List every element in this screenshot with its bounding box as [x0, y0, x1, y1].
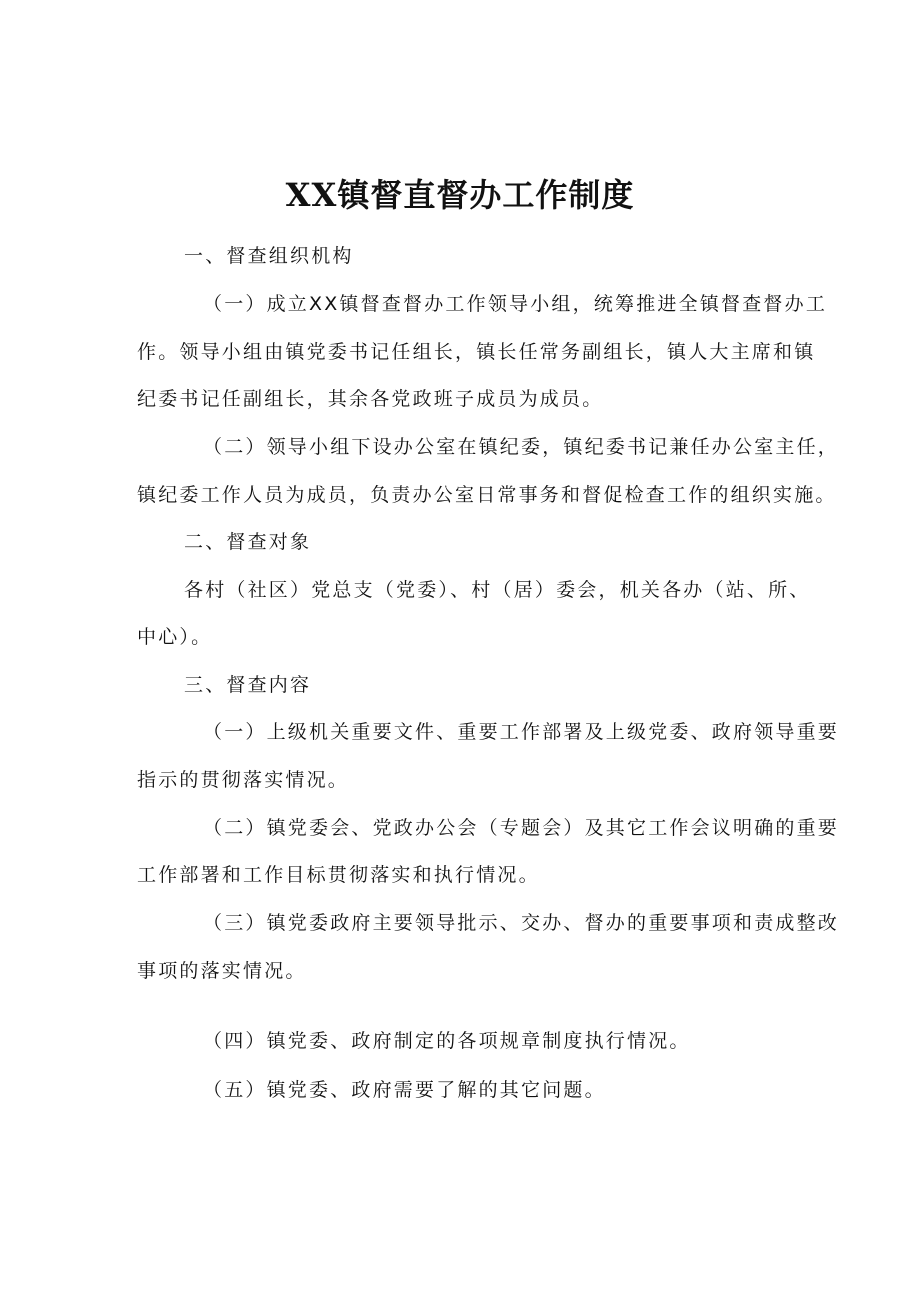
document-title: XX镇督直督办工作制度	[285, 176, 635, 214]
paragraph-line: 作。领导小组由镇党委书记任组长，镇长任常务副组长，镇人大主席和镇	[137, 341, 816, 363]
paragraph-line: （一）上级机关重要文件、重要工作部署及上级党委、政府领导重要	[203, 721, 840, 743]
paragraph-line: （四）镇党委、政府制定的各项规章制度执行情况。	[203, 1030, 691, 1052]
paragraph-line: 镇纪委工作人员为成员，负责办公室日常事务和督促检查工作的组织实施。	[137, 484, 837, 506]
paragraph-line: 事项的落实情况。	[137, 960, 307, 982]
paragraph-line: （三）镇党委政府主要领导批示、交办、督办的重要事项和责成整改	[203, 912, 840, 934]
paragraph-line: （二）镇党委会、党政办公会（专题会）及其它工作会议明确的重要	[203, 817, 840, 839]
paragraph-line: 指示的贯彻落实情况。	[137, 769, 350, 791]
paragraph-line: （二）领导小组下设办公室在镇纪委，镇纪委书记兼任办公室主任，	[203, 436, 840, 458]
paragraph-line: （五）镇党委、政府需要了解的其它问题。	[203, 1079, 606, 1101]
paragraph-line: 各村（社区）党总支（党委）、村（居）委会，机关各办（站、所、	[184, 579, 811, 601]
paragraph-line: 中心）。	[137, 626, 213, 648]
paragraph-line: 工作部署和工作目标贯彻落实和执行情况。	[137, 864, 540, 886]
paragraph-line: 纪委书记任副组长，其余各党政班子成员为成员。	[137, 388, 604, 410]
section-heading-2: 二、督查对象	[184, 531, 312, 553]
section-heading-1: 一、督查组织机构	[184, 245, 354, 267]
paragraph-line: （一）成立XX镇督查督办工作领导小组，统筹推进全镇督查督办工	[203, 293, 828, 315]
section-heading-3: 三、督查内容	[184, 674, 312, 696]
